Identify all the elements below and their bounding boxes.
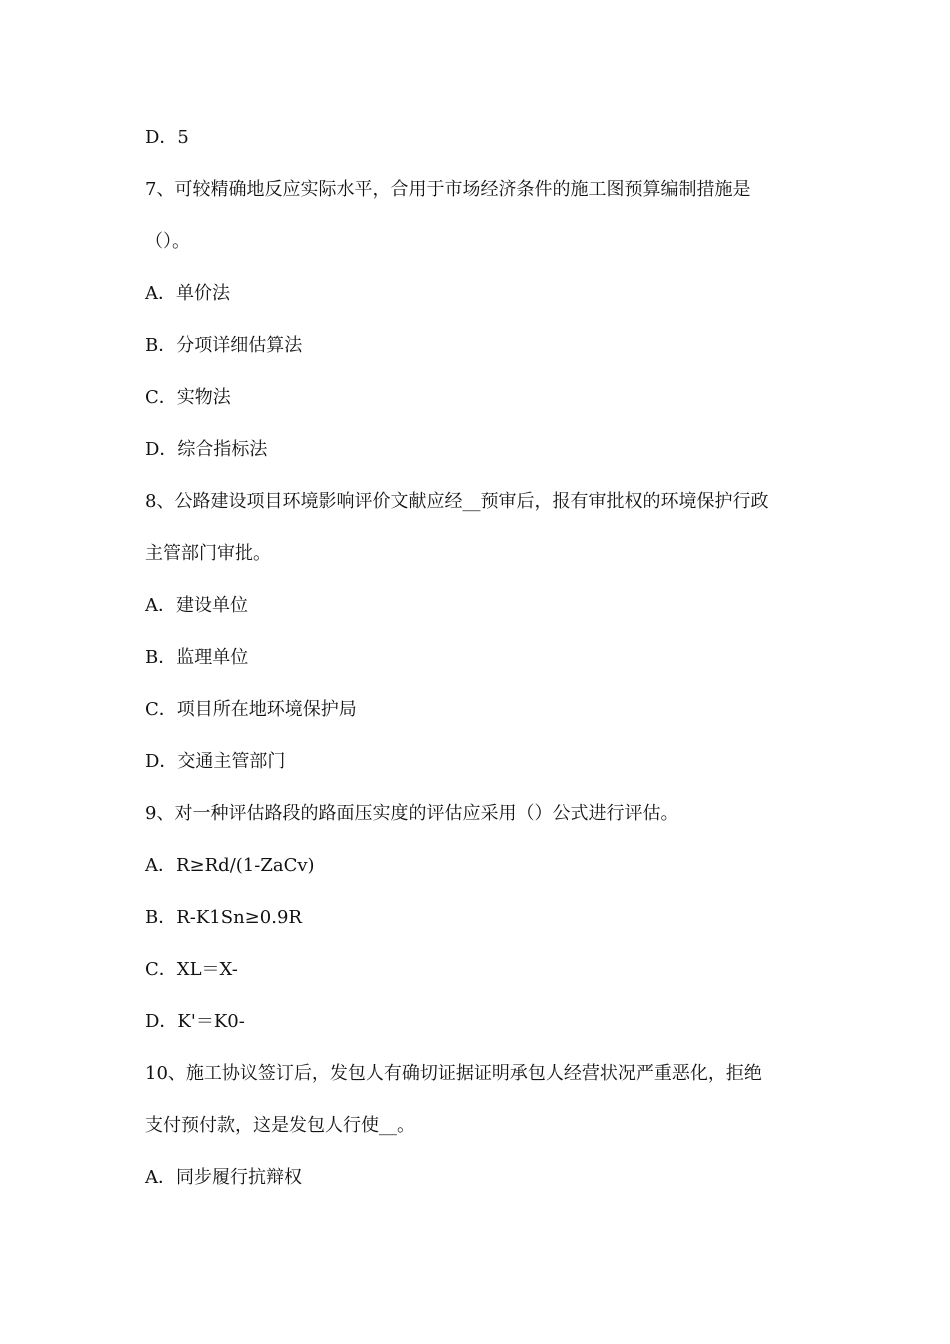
- option-a-q10: A．同步履行抗辩权: [145, 1167, 302, 1188]
- option-a-q8: A．建设单位: [145, 595, 248, 616]
- option-a-q7: A．单价法: [145, 283, 230, 304]
- option-a-q9: A．R≥Rd/(1-ZaCv): [145, 855, 315, 876]
- option-d-q7: D．综合指标法: [145, 439, 268, 460]
- question-8-text: 8、公路建设项目环境影响评价文献应经__预审后，报有审批权的环境保护行政: [145, 491, 769, 512]
- question-10-text-cont: 支付预付款，这是发包人行使__。: [145, 1115, 415, 1136]
- question-7-text: 7、可较精确地反应实际水平，合用于市场经济条件的施工图预算编制措施是: [145, 179, 751, 200]
- option-d-q6: D．5: [145, 127, 189, 148]
- question-7-text-cont: （）。: [145, 231, 190, 252]
- option-b-q7: B．分项详细估算法: [145, 335, 303, 356]
- option-b-q8: B．监理单位: [145, 647, 249, 668]
- option-c-q9: C．XL＝X-: [145, 959, 238, 980]
- option-c-q7: C．实物法: [145, 387, 231, 408]
- question-9-text: 9、对一种评估路段的路面压实度的评估应采用（）公式进行评估。: [145, 803, 679, 824]
- option-d-q8: D．交通主管部门: [145, 751, 286, 772]
- option-b-q9: B．R-K1Sn≥0.9R: [145, 907, 302, 928]
- option-c-q8: C．项目所在地环境保护局: [145, 699, 357, 720]
- option-d-q9: D．K'＝K0-: [145, 1011, 245, 1032]
- question-10-text: 10、施工协议签订后，发包人有确切证据证明承包人经营状况严重恶化，拒绝: [145, 1063, 762, 1084]
- question-8-text-cont: 主管部门审批。: [145, 543, 271, 564]
